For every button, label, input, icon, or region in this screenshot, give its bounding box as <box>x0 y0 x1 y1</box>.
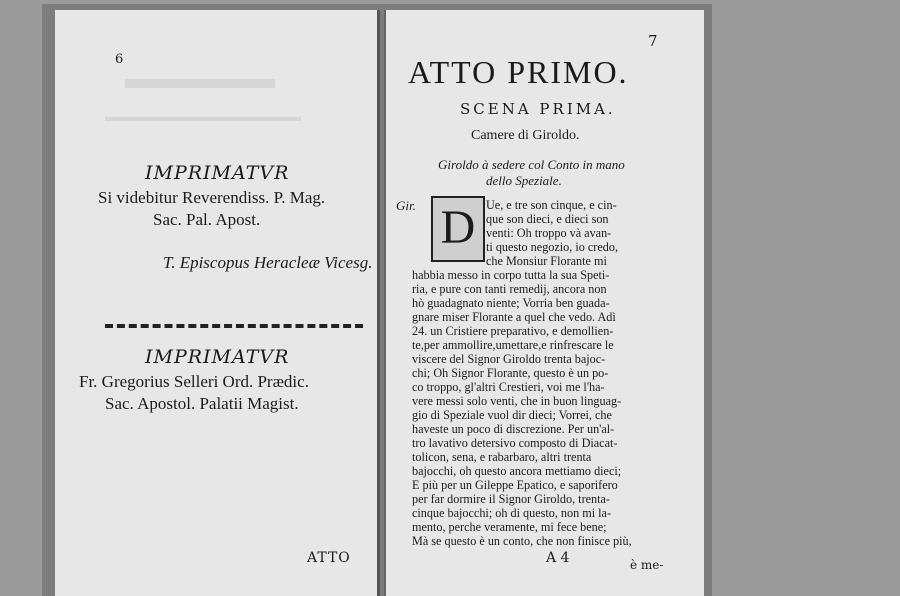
dialogue-line: Ue, e tre son cinque, e cin- <box>486 198 617 212</box>
dialogue-line: ti questo negozio, io credo, <box>486 240 618 254</box>
dialogue-line: bajocchi, oh questo ancora mettiamo dieci; <box>412 464 622 478</box>
page-number-right: 7 <box>648 32 658 50</box>
dialogue-line: che Monsiur Florante mi <box>486 254 607 268</box>
ornamental-rule <box>105 324 363 328</box>
page-number-left: 6 <box>115 52 124 67</box>
dialogue-line: Mà se questo è un conto, che non finisce più, <box>412 534 632 548</box>
dialogue-line: co troppo, gl'altri Crestieri, voi me l'ha- <box>412 380 605 394</box>
stage-direction: Giroldo à sedere col Conto in mano <box>438 157 625 172</box>
dialogue-line: venti: Oh troppo và avan- <box>486 226 612 240</box>
scene-heading: SCENA PRIMA. <box>460 100 616 118</box>
dialogue-line: ria, e pure con tanti remedij, ancora non <box>412 282 607 296</box>
dialogue-line: per far dormire il Signor Giroldo, trenta- <box>412 492 610 506</box>
imprimatur-line: Sac. Apostol. Palatii Magist. <box>105 394 299 413</box>
imprimatur-heading-1: IMPRIMATVR <box>145 162 290 184</box>
dialogue-line: vere messi solo venti, che in buon linguag- <box>412 394 622 408</box>
bleed-through-text: ▬▬▬▬▬ <box>125 62 275 95</box>
bishop-signature: T. Episcopus Heracleæ Vicesg. <box>163 253 373 272</box>
act-title: ATTO PRIMO. <box>408 54 629 90</box>
speaker-label: Gir. <box>396 198 416 213</box>
dialogue-line: chi; Oh Signor Florante, questo è un po- <box>412 366 609 380</box>
dialogue-line: mento, perche veramente, mi fece bene; <box>412 520 607 534</box>
signature-mark: A 4 <box>546 550 570 566</box>
right-page <box>384 10 704 596</box>
dialogue-line: hò guadagnato niente; Vorria ben guada- <box>412 296 610 310</box>
dialogue-line: tro lavativo detersivo composto di Diacat- <box>412 436 618 450</box>
dialogue-line: habbia messo in corpo tutta la sua Speti- <box>412 268 610 282</box>
dialogue-line: tolicon, sena, e rabarbaro, altri trenta <box>412 450 592 464</box>
dialogue-line: gio di Speziale vuol dir dieci; Vorrei, che <box>412 408 612 422</box>
dialogue-line: cinque bajocchi; oh di questo, non mi la- <box>412 506 612 520</box>
dialogue-line: E più per un Gileppe Epatico, e saporifero <box>412 478 618 492</box>
imprimatur-heading-2: IMPRIMATVR <box>145 346 290 368</box>
left-page <box>55 10 380 596</box>
dialogue-line: gnare miser Florante a quel che vedo. Adì <box>412 310 616 324</box>
dialogue-line: 24. un Cristiere preparativo, e demollien- <box>412 324 614 338</box>
dialogue-line: que son dieci, e dieci son <box>486 212 609 226</box>
dialogue-line: haveste un poco di discrezione. Per un'al- <box>412 422 615 436</box>
dialogue-line: te,per ammollire,umettare,e rinfrescare le <box>412 338 614 352</box>
bleed-through-text: ▬▬▬▬▬▬▬▬▬▬▬▬▬▬ <box>105 110 301 125</box>
scene-location: Camere di Giroldo. <box>471 128 580 143</box>
dialogue-line: viscere del Signor Giroldo trenta bajoc- <box>412 352 606 366</box>
imprimatur-line: Sac. Pal. Apost. <box>153 210 261 229</box>
imprimatur-line: Fr. Gregorius Selleri Ord. Prædic. <box>79 372 309 391</box>
catchword-right: è me- <box>630 558 664 572</box>
catchword-left: ATTO <box>307 550 351 566</box>
ornamental-drop-cap: D <box>431 196 485 262</box>
stage-direction: dello Speziale. <box>486 173 562 188</box>
imprimatur-line: Si videbitur Reverendiss. P. Mag. <box>98 188 326 207</box>
